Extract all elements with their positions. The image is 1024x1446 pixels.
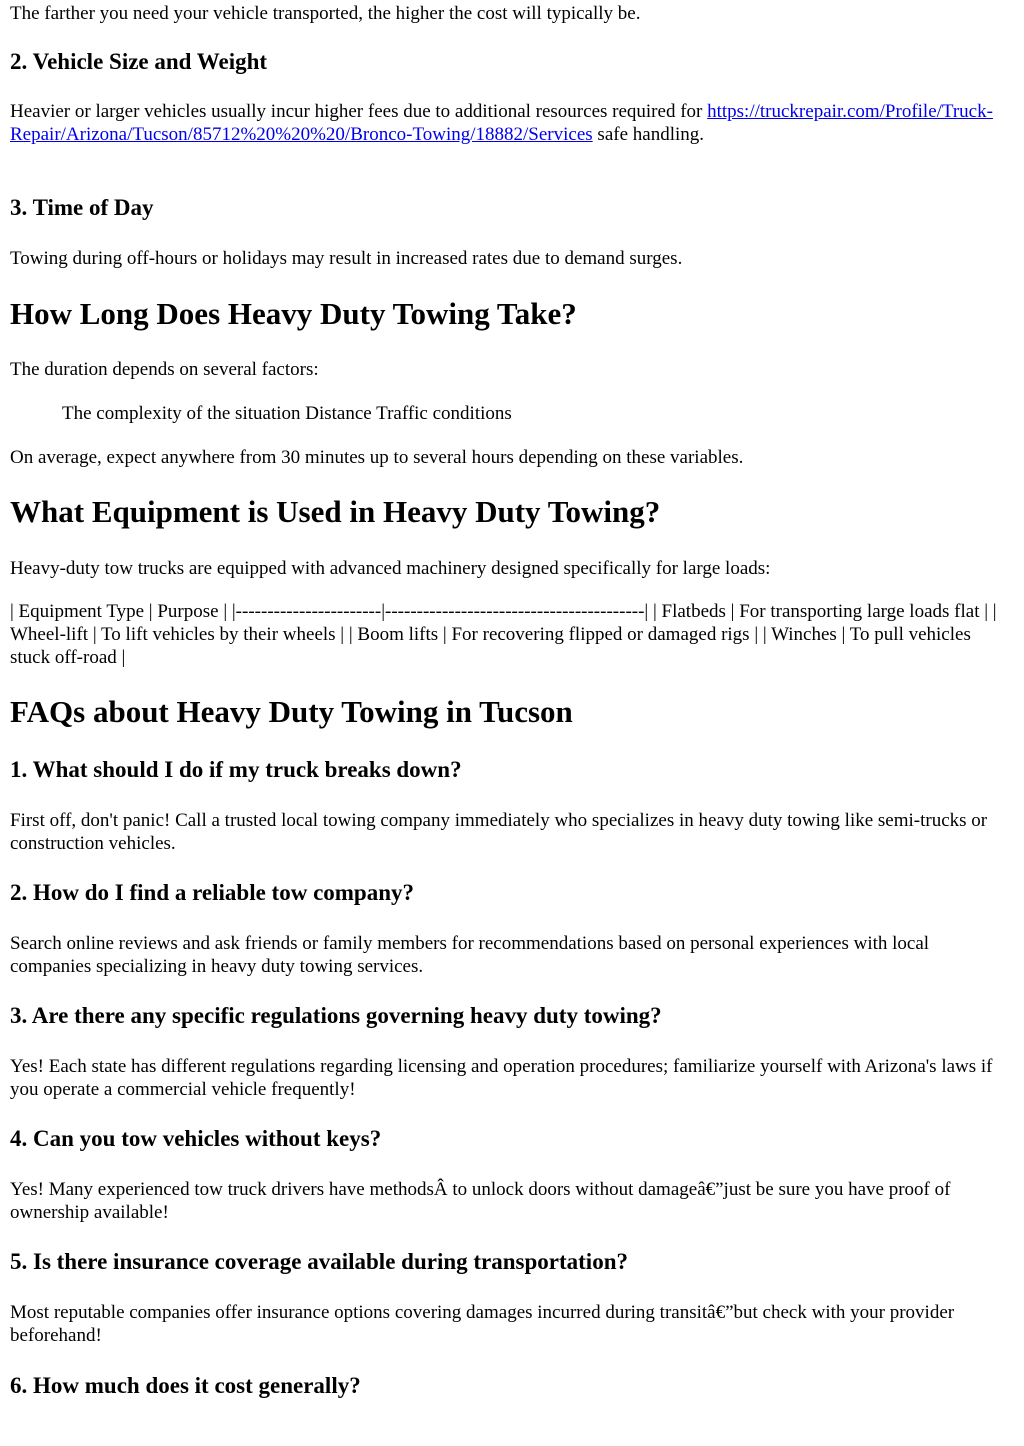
faq-question-3: 3. Are there any specific regulations governing heavy duty towing? bbox=[10, 1003, 662, 1028]
faq-answer-3: Yes! Each state has different regulations regarding licensing and operation procedures; familiarize yourself with Arizona's laws if you operate a commercial vehicle frequently! bbox=[10, 1056, 993, 1100]
equipment-intro: Heavy-duty tow trucks are equipped with advanced machinery designed specifically for large loads: bbox=[10, 558, 771, 579]
faq-question-4: 4. Can you tow vehicles without keys? bbox=[10, 1126, 382, 1151]
faq-answer-2: Search online reviews and ask friends or family members for recommendations based on personal experiences with local companies specializing in heavy duty towing services. bbox=[10, 933, 930, 977]
faq-answer-5: Most reputable companies offer insurance options covering damages incurred during transitâ€”but check with your provider beforehand! bbox=[10, 1302, 955, 1346]
equipment-table-text: | Equipment Type | Purpose | |-----------------------|-----------------------------------------| | Flatbeds | For transporting large loads flat | | Wheel-lift | To lift vehicles by their wheels | | Boom lifts | For recovering flipped or damaged rigs | | Winches | To pull vehicles stuck off-road | bbox=[10, 601, 997, 668]
how-long-factors: The complexity of the situation Distance Traffic conditions bbox=[62, 403, 512, 424]
faqs-heading: FAQs about Heavy Duty Towing in Tucson bbox=[10, 694, 573, 729]
truckrepair-link[interactable]: https://truckrepair.com/Profile/Truck-Repair/Arizona/Tucson/85712%20%20%20/Bronco-Towing/18882/Services bbox=[10, 101, 993, 145]
faq-question-5: 5. Is there insurance coverage available during transportation? bbox=[10, 1249, 628, 1274]
time-of-day-paragraph: Towing during off-hours or holidays may result in increased rates due to demand surges. bbox=[10, 248, 683, 269]
faq-question-2: 2. How do I find a reliable tow company? bbox=[10, 880, 415, 905]
faq-answer-1: First off, don't panic! Call a trusted local towing company immediately who specializes in heavy duty towing like semi-trucks or construction vehicles. bbox=[10, 810, 988, 854]
faq-question-1: 1. What should I do if my truck breaks down? bbox=[10, 757, 462, 782]
faq-question-6: 6. How much does it cost generally? bbox=[10, 1373, 361, 1398]
vehicle-size-heading: 2. Vehicle Size and Weight bbox=[10, 49, 268, 74]
how-long-heading: How Long Does Heavy Duty Towing Take? bbox=[10, 296, 577, 331]
equipment-heading: What Equipment is Used in Heavy Duty Towing? bbox=[10, 494, 661, 529]
vehicle-size-paragraph bbox=[10, 100, 1010, 146]
intro-paragraph: The farther you need your vehicle transported, the higher the cost will typically be. bbox=[10, 3, 641, 24]
vehicle-size-text-after: safe handling. bbox=[592, 124, 704, 145]
how-long-intro: The duration depends on several factors: bbox=[10, 359, 319, 380]
vehicle-size-text-before: Heavier or larger vehicles usually incur higher fees due to additional resources required for bbox=[10, 101, 708, 122]
how-long-summary: On average, expect anywhere from 30 minutes up to several hours depending on these variables. bbox=[10, 447, 744, 468]
faq-answer-4: Yes! Many experienced tow truck drivers have methodsÂ to unlock doors without damageâ€”just be sure you have proof of ownership available! bbox=[10, 1179, 951, 1223]
time-of-day-heading: 3. Time of Day bbox=[10, 195, 154, 220]
